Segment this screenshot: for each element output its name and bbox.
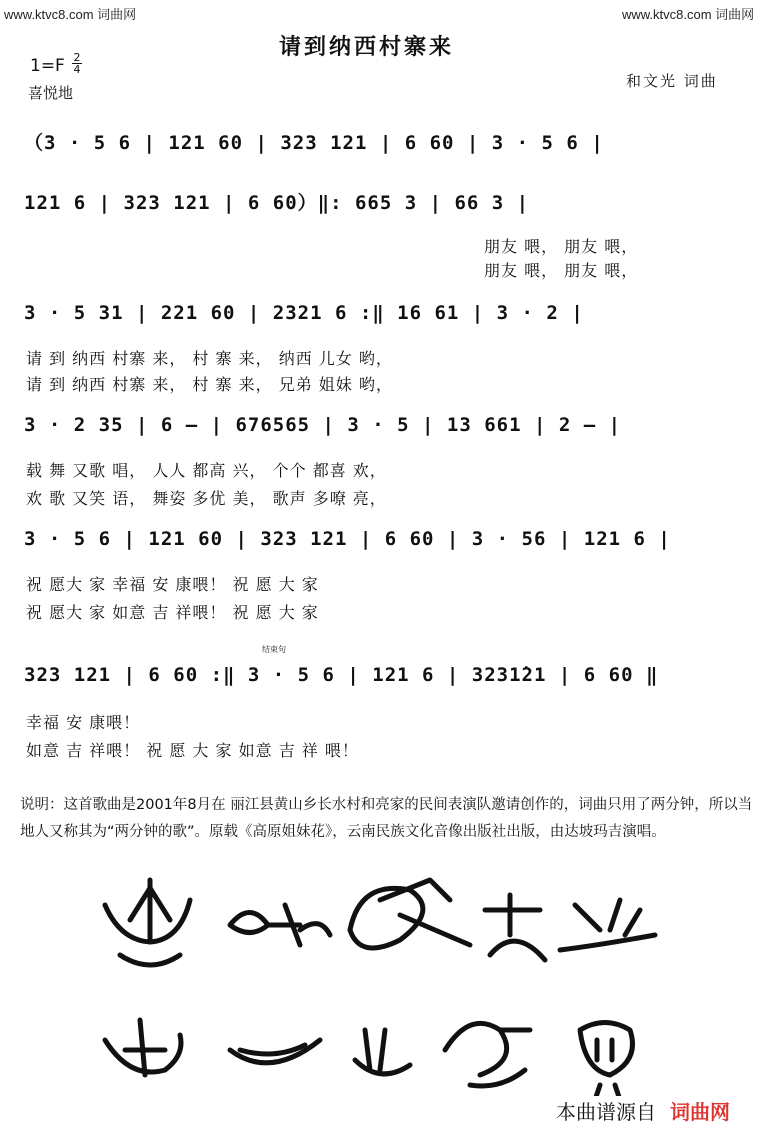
lyric-line-3b: 请 到 纳西 村寨 来， 村 寨 来， 兄弟 姐妹 哟， bbox=[26, 375, 393, 394]
lyric-line-5b: 祝 愿大 家 如意 吉 祥喂！ 祝 愿 大 家 bbox=[26, 603, 319, 622]
score-line-2: 121 6 | 323 121 | 6 60）‖: 665 3 | 66 3 | bbox=[24, 192, 530, 214]
pictograph-3 bbox=[350, 880, 470, 948]
pictograph-5 bbox=[560, 900, 655, 950]
score-line-3: 3 · 5 31 | 221 60 | 2321 6 :‖ 16 61 | 3 · 2 | bbox=[24, 302, 584, 324]
time-signature-bottom: 4 bbox=[73, 63, 81, 76]
score-line-1: （3 · 5 6 | 121 60 | 323 121 | 6 60 | 3 · 5 6 | bbox=[24, 132, 604, 154]
lyric-line-2a: 朋友 喂， 朋友 喂， bbox=[484, 237, 639, 256]
explanation-note: 说明：这首歌曲是2001年8月在 丽江县黄山乡长水村和亮家的民间表演队邀请创作的，词曲只用了两分钟，所以当地人又称其为“两分钟的歌”。原载《高原姐妹花》，云南民族文化音像出版社出版，由达坡玛吉演唱。 bbox=[20, 797, 753, 840]
credits: 和文光 词曲 bbox=[626, 72, 718, 90]
pictograph-2 bbox=[230, 905, 330, 945]
pictograph-9 bbox=[445, 1023, 530, 1086]
time-signature-top: 2 bbox=[73, 51, 81, 64]
score-line-6: 323 121 | 6 60 :‖ 3 · 5 6 | 121 6 | 3231̇21 | 6 60 ‖ bbox=[24, 664, 659, 686]
lyric-line-5a: 祝 愿大 家 幸福 安 康喂！ 祝 愿 大 家 bbox=[26, 575, 319, 594]
pictograph-8 bbox=[355, 1030, 410, 1074]
lyric-line-4a: 载 舞 又歌 唱， 人人 都高 兴， 个个 都喜 欢， bbox=[26, 461, 387, 480]
pictograph-10 bbox=[580, 1023, 633, 1101]
coda-label: 结束句 bbox=[262, 645, 286, 654]
key-signature: 1=F bbox=[30, 56, 65, 76]
source-footer bbox=[552, 1096, 734, 1125]
lyric-line-4b: 欢 歌 又笑 语， 舞姿 多优 美， 歌声 多嘹 亮， bbox=[26, 489, 387, 508]
lyric-line-3a: 请 到 纳西 村寨 来， 村 寨 来， 纳西 儿女 哟， bbox=[26, 349, 393, 368]
lyric-line-6b: 如意 吉 祥喂！ 祝 愿 大 家 如意 吉 祥 喂！ bbox=[26, 741, 359, 760]
source-label: 本曲谱源自 bbox=[556, 1102, 656, 1124]
watermark-left: www.ktvc8.com 词曲网 bbox=[4, 7, 137, 22]
pictograph-7 bbox=[230, 1040, 320, 1063]
lyric-line-2b: 朋友 喂， 朋友 喂， bbox=[484, 261, 639, 280]
song-title: 请到纳西村寨来 bbox=[279, 35, 455, 60]
watermark-right: www.ktvc8.com 词曲网 bbox=[622, 7, 755, 22]
score-line-5: 3 · 5 6 | 121 60 | 323 121 | 6 60 | 3 · 56 | 121 6 | bbox=[24, 528, 671, 550]
lyric-line-6a: 幸福 安 康喂！ bbox=[26, 713, 141, 732]
pictograph-1 bbox=[105, 880, 190, 965]
pictograph-4 bbox=[485, 895, 545, 960]
pictograph-6 bbox=[105, 1020, 181, 1075]
score-line-4: 3 · 2 35 | 6 — | 676565 | 3 · 5 | 13 661 | 2 — | bbox=[24, 414, 622, 436]
brand-link[interactable]: 词曲网 bbox=[670, 1102, 730, 1124]
tempo-marking: 喜悦地 bbox=[28, 84, 74, 102]
